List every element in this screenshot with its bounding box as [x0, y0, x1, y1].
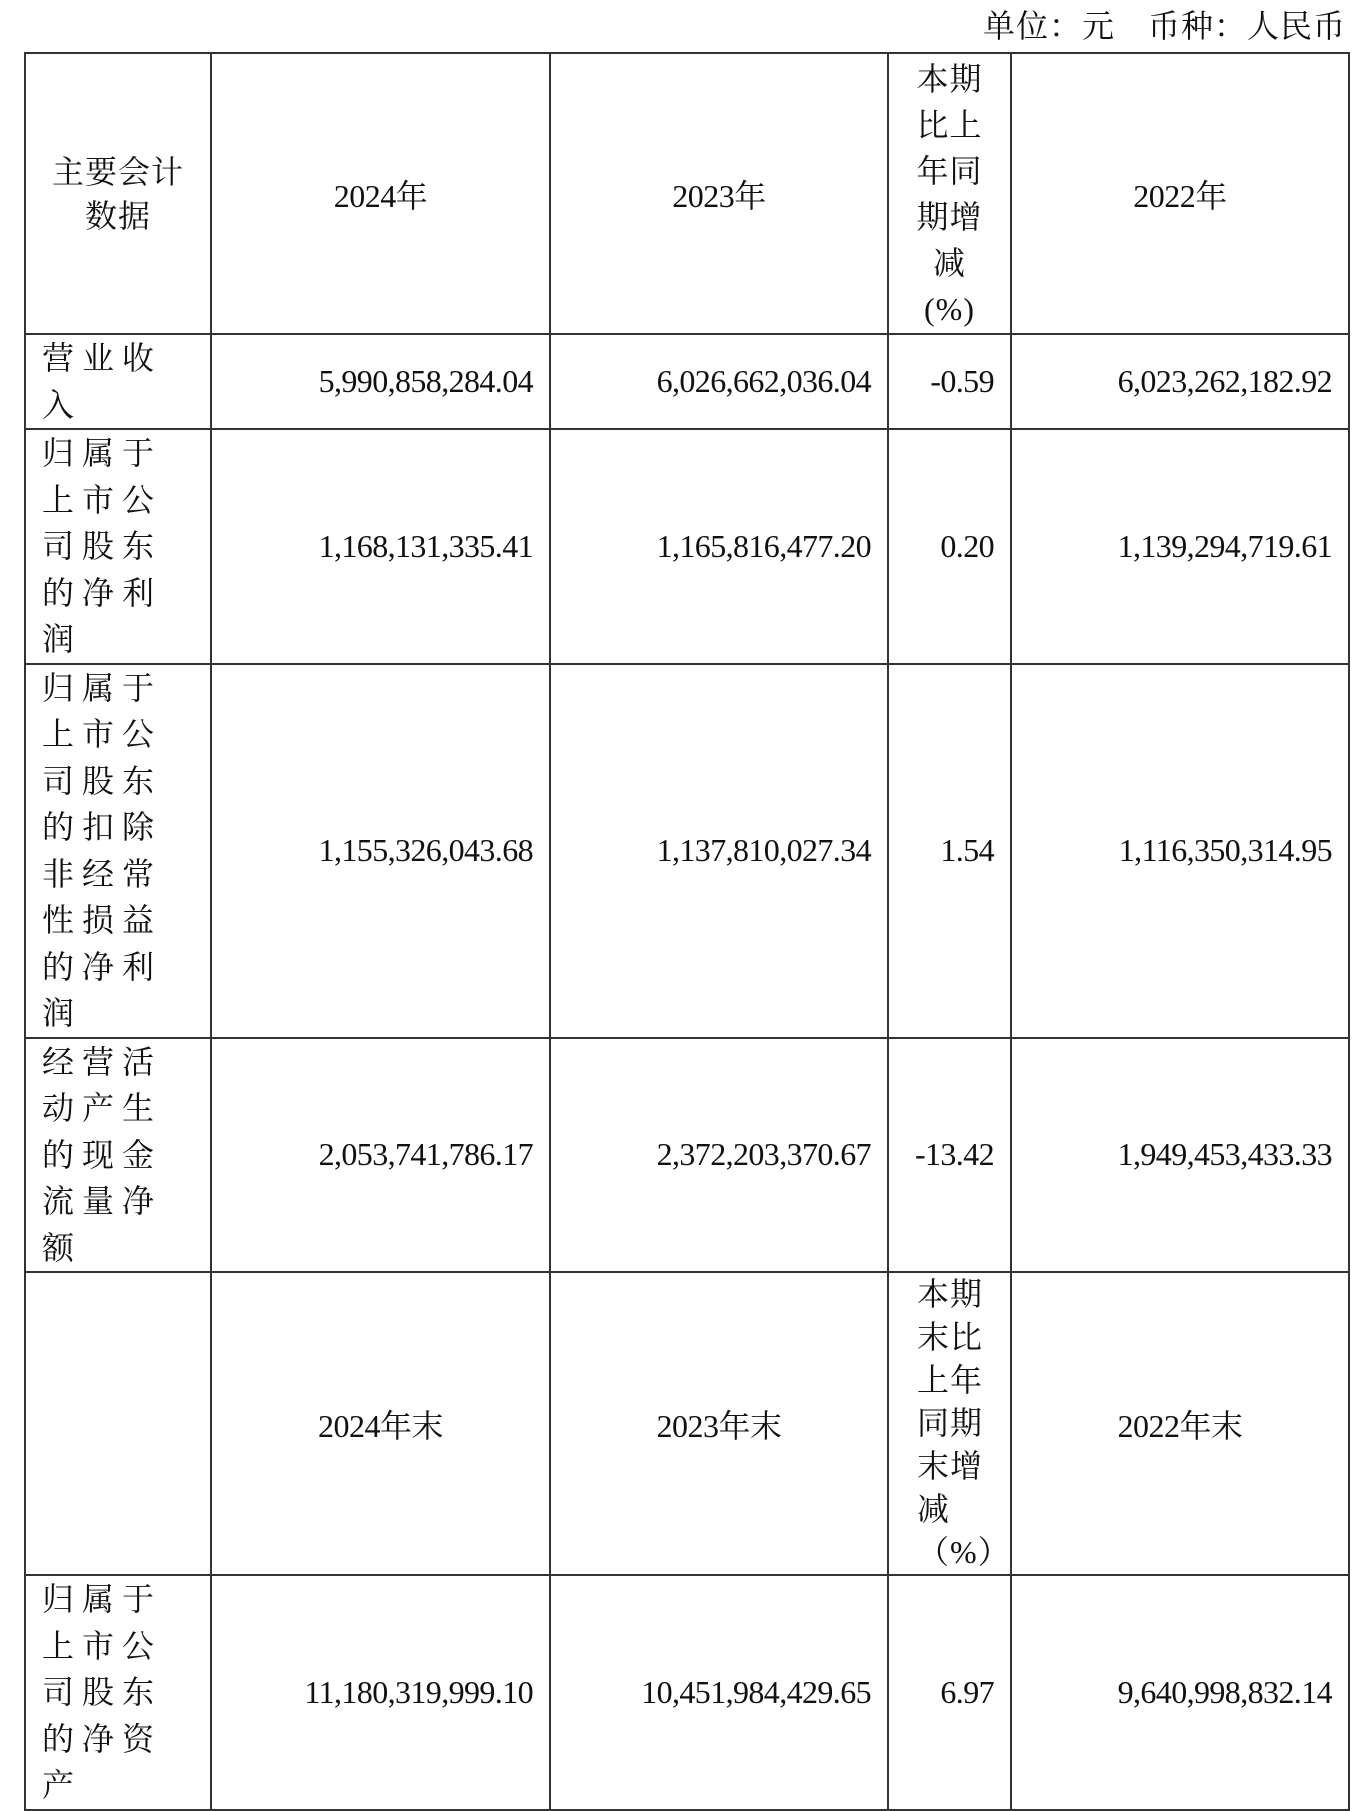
table-row [25, 334, 1349, 429]
value-2024: 1,168,131,335.41 [211, 429, 550, 664]
value-2023: 1,165,816,477.20 [550, 429, 888, 664]
value-change: -0.59 [888, 334, 1011, 429]
value-2022: 6,023,262,182.92 [1011, 334, 1349, 429]
header-2024: 2024年 [211, 53, 550, 334]
header-2022: 2022年 [1011, 53, 1349, 334]
header2-2022: 2022年末 [1011, 1272, 1349, 1575]
value-2022: 9,640,998,832.14 [1011, 1575, 1349, 1810]
value-2023: 2,372,203,370.67 [550, 1038, 888, 1273]
value-2024: 1,155,326,043.68 [211, 664, 550, 1038]
value-2023: 10,451,984,429.65 [550, 1575, 888, 1810]
table-row [25, 1038, 1349, 1273]
value-2022: 1,139,294,719.61 [1011, 429, 1349, 664]
value-change: 1.54 [888, 664, 1011, 1038]
header2-2024: 2024年末 [211, 1272, 550, 1575]
header-label: 主要会计数据 [25, 53, 211, 334]
header2-2023: 2023年末 [550, 1272, 888, 1575]
value-2023: 1,137,810,027.34 [550, 664, 888, 1038]
header-change: 本期比上年同期增减(%) [888, 53, 1011, 334]
header-row [25, 53, 1349, 334]
row-label: 归属于上市公司股东的扣除非经常性损益的净利润 [25, 664, 211, 1038]
row-label: 经营活动产生的现金流量净额 [25, 1038, 211, 1273]
value-change: 0.20 [888, 429, 1011, 664]
table-row [25, 664, 1349, 1038]
header2-change: 本期末比上年同期末增减（%） [888, 1272, 1011, 1575]
value-change: -13.42 [888, 1038, 1011, 1273]
unit-currency-note: 单位：元 币种：人民币 [982, 8, 1346, 44]
value-2024: 11,180,319,999.10 [211, 1575, 550, 1810]
value-change: 6.97 [888, 1575, 1011, 1810]
value-2024: 2,053,741,786.17 [211, 1038, 550, 1273]
table-row [25, 1575, 1349, 1810]
value-2023: 6,026,662,036.04 [550, 334, 888, 429]
row-label: 归属于上市公司股东的净资产 [25, 1575, 211, 1810]
row-label: 归属于上市公司股东的净利润 [25, 429, 211, 664]
header-row-period-end [25, 1272, 1349, 1575]
key-accounting-data-table [24, 52, 1350, 1811]
value-2022: 1,116,350,314.95 [1011, 664, 1349, 1038]
table-row [25, 429, 1349, 664]
row-label: 营业收入 [25, 334, 211, 429]
value-2024: 5,990,858,284.04 [211, 334, 550, 429]
value-2022: 1,949,453,433.33 [1011, 1038, 1349, 1273]
header-2023: 2023年 [550, 53, 888, 334]
header2-label [25, 1272, 211, 1575]
